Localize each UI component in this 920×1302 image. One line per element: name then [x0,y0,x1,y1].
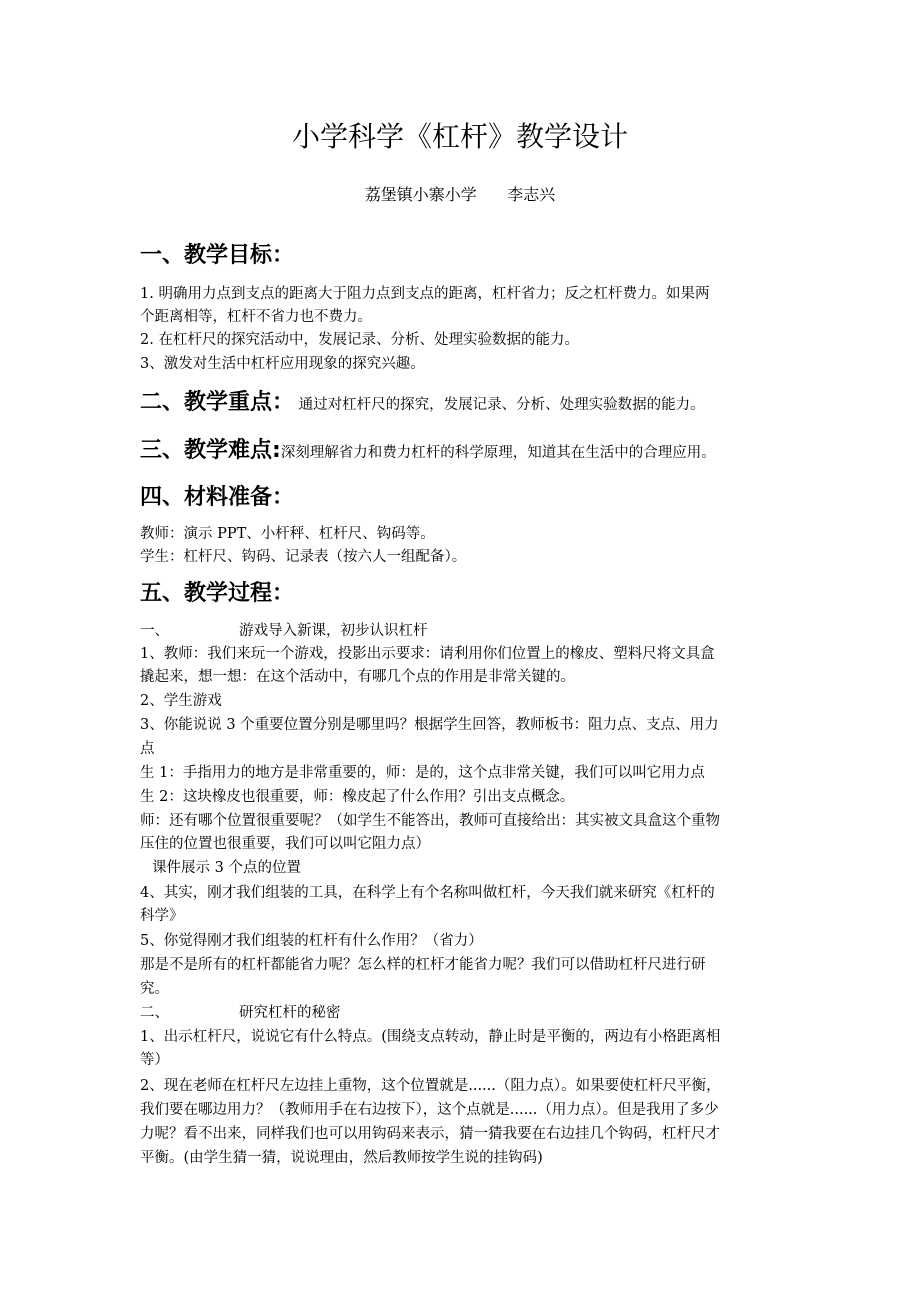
process-line: 点 [140,741,155,757]
difficulties-heading [140,435,716,469]
process-line: 1、出示杠杆尺，说说它有什么特点。(围绕支点转动，静止时是平衡的，两边有小格距离相 [140,1029,721,1045]
process-subheading [140,1002,800,1024]
process-line: 究。 [140,981,169,997]
process-line: 2、现在老师在杠杆尺左边挂上重物，这个位置就是......（阻力点）。如果要使杠杆尺平衡， [140,1078,721,1094]
materials-heading: 四、材料准备： [140,485,295,510]
subheading-number: 二、 [140,1005,169,1021]
process-line: 我们要在哪边用力？（教师用手在右边按下），这个点就是......（用力点）。但是我用了多少 [140,1102,719,1118]
key-points-text: 通过对杠杆尺的探究，发展记录、分析、处理实验数据的能力。 [294,397,705,413]
process-line: 等） [140,1052,169,1068]
process-heading: 五、教学过程： [140,581,295,606]
process-line: 力呢？看不出来，同样我们也可以用钩码来表示，猜一猜我要在右边挂几个钩码，杠杆尺才 [140,1126,720,1142]
process-subheading [140,620,800,642]
process-line: 5、你觉得刚才我们组装的杠杆有什么作用？（省力） [140,933,483,949]
process-line: 生 1：手指用力的地方是非常重要的，师：是的，这个点非常关键，我们可以叫它用力点 [140,765,705,781]
key-points-heading [140,387,705,421]
process-line: 2、学生游戏 [140,693,222,709]
process-line: 4、其实，刚才我们组装的工具，在科学上有个名称叫做杠杆，今天我们就来研究《杠杆的 [140,885,715,901]
difficulties-title: 三、教学难点: [140,438,281,463]
subheading-title: 研究杠杆的秘密 [239,1005,341,1021]
goals-heading: 一、教学目标： [140,243,295,268]
goals-line: 个距离相等，杠杆不省力也不费力。 [140,309,372,325]
difficulties-text: 深刻理解省力和费力杠杆的科学原理，知道其在生活中的合理应用。 [280,445,716,461]
goals-line: 3、激发对生活中杠杆应用现象的探究兴趣。 [140,356,425,372]
subheading-title: 游戏导入新课，初步认识杠杆 [239,623,428,639]
process-line: 生 2：这块橡皮也很重要，师：橡皮起了什么作用？引出支点概念。 [140,789,575,805]
goals-line: 1. 明确用力点到支点的距离大于阻力点到支点的距离，杠杆省力；反之杠杆费力。如果两 [140,286,710,302]
process-line: 课件展示 3 个点的位置 [152,860,301,876]
process-line: 那是不是所有的杠杆都能省力呢？怎么样的杠杆才能省力呢？我们可以借助杠杆尺进行研 [140,957,706,973]
process-line: 压住的位置也很重要，我们可以叫它阻力点） [140,836,430,852]
process-line: 撬起来，想一想：在这个活动中，有哪几个点的作用是非常关键的。 [140,669,575,685]
process-line: 3、你能说说 3 个重要位置分别是哪里吗？根据学生回答，教师板书：阻力点、支点、用力 [140,717,719,733]
document-title: 小学科学《杠杆》教学设计 [291,120,628,153]
process-line: 科学》 [140,908,184,924]
key-points-title: 二、教学重点： [140,390,295,415]
materials-line: 教师：演示 PPT、小杆秤、杠杆尺、钩码等。 [140,526,435,542]
materials-line: 学生：杠杆尺、钩码、记录表（按六人一组配备）。 [140,549,467,565]
goals-line: 2. 在杠杆尺的探究活动中，发展记录、分析、处理实验数据的能力。 [140,332,579,348]
process-line: 1、教师：我们来玩一个游戏，投影出示要求：请利用你们位置上的橡皮、塑料尺将文具盒 [140,646,715,662]
process-line: 平衡。(由学生猜一猜，说说理由，然后教师按学生说的挂钩码) [140,1150,543,1166]
author-line: 荔堡镇小寨小学 李志兴 [364,185,556,204]
subheading-number: 一、 [140,623,169,639]
process-line: 师：还有哪个位置很重要呢？（如学生不能答出，教师可直接给出：其实被文具盒这个重物 [140,813,720,829]
